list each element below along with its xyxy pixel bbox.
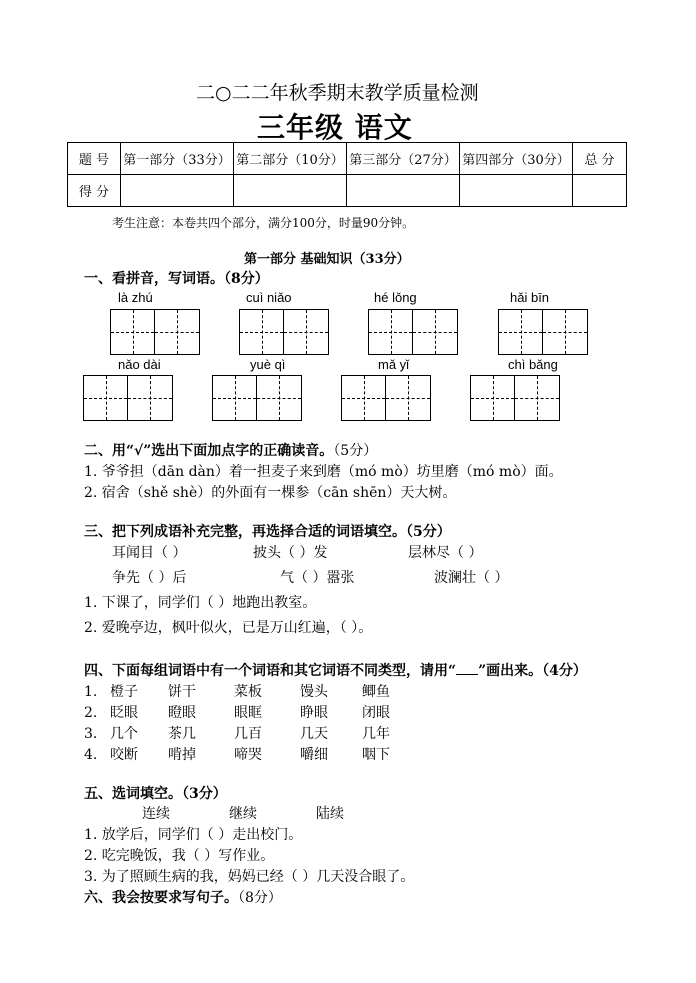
word[interactable]: 嚼细 [300, 747, 328, 763]
q3-title: 三、把下列成语补充完整，再选择合适的词语填空。（5分） [84, 524, 451, 540]
score-table-cell: 第二部分（10分） [234, 143, 347, 175]
writing-grid[interactable] [83, 375, 173, 421]
word[interactable]: 咽下 [362, 747, 390, 763]
word[interactable]: 几百 [234, 726, 262, 742]
q5-title: 五、选词填空。（3分） [84, 786, 227, 802]
pinyin-label: nǎo dài [118, 357, 161, 372]
idiom-item: 耳闻目（ ） [112, 545, 187, 561]
writing-grid[interactable] [368, 309, 458, 355]
q6-title-text: 六、我会按要求写句子。 [84, 890, 238, 906]
row-number: 2. [84, 705, 98, 721]
word-choice: 继续 [229, 806, 257, 822]
q1-title: 一、看拼音，写词语。（8分） [84, 271, 269, 287]
idiom-item: 层林尽（ ） [408, 545, 483, 561]
q2-line: 1. 爷爷担（dān dàn）着一担麦子来到磨（mó mò）坊里磨（mó mò）面。 [84, 464, 563, 480]
pinyin-label: hé lǒng [374, 290, 417, 305]
idiom-item: 波澜壮（ ） [434, 570, 509, 586]
word-group-row [84, 723, 412, 743]
q3-line: 1. 下课了，同学们（ ）地跑出教室。 [84, 595, 317, 611]
score-table-cell: 总 分 [573, 143, 627, 175]
writing-grid[interactable] [341, 375, 431, 421]
word[interactable]: 几天 [300, 726, 328, 742]
word[interactable]: 几个 [110, 726, 138, 742]
idiom-item: 争先（ ）后 [112, 570, 187, 586]
score-table [67, 142, 627, 207]
word[interactable]: 咬断 [110, 747, 138, 763]
writing-grid[interactable] [498, 309, 588, 355]
writing-grid[interactable] [110, 309, 200, 355]
q6-title [84, 887, 282, 907]
word[interactable]: 饼干 [168, 684, 196, 700]
row-number: 1. [84, 684, 98, 700]
score-input-cell[interactable] [573, 175, 627, 207]
q4-title [84, 660, 587, 680]
q2-score: （5分） [333, 443, 378, 459]
word[interactable]: 眨眼 [110, 705, 138, 721]
underline-mark [456, 662, 478, 675]
idiom-item: 气（ ）嚣张 [280, 570, 355, 586]
score-input-cell[interactable] [347, 175, 460, 207]
word[interactable]: 闭眼 [362, 705, 390, 721]
q4-title-text: 四、下面每组词语中有一个词语和其它词语不同类型，请用“ [84, 663, 457, 679]
word[interactable]: 啼哭 [234, 747, 262, 763]
q5-line: 2. 吃完晚饭，我（ ）写作业。 [84, 848, 275, 864]
word-choice: 陆续 [316, 806, 344, 822]
word-group-row [84, 744, 412, 764]
word[interactable]: 瞪眼 [168, 705, 196, 721]
score-table-cell: 题 号 [68, 143, 121, 175]
score-input-cell[interactable] [460, 175, 573, 207]
word[interactable]: 啃掉 [168, 747, 196, 763]
pinyin-label: cuì niǎo [246, 290, 292, 305]
pinyin-label: yuè qì [250, 357, 286, 372]
word-group-row [84, 681, 412, 701]
score-input-cell[interactable] [234, 175, 347, 207]
exam-title: 二○二二年秋季期末教学质量检测 [196, 82, 479, 104]
word[interactable]: 几年 [362, 726, 390, 742]
part1-title: 第一部分 基础知识（33分） [244, 252, 410, 267]
word[interactable]: 睁眼 [300, 705, 328, 721]
writing-grid[interactable] [239, 309, 329, 355]
score-table-score-row [68, 175, 627, 207]
word[interactable]: 茶几 [168, 726, 196, 742]
pinyin-label: chì bǎng [508, 357, 558, 372]
pinyin-label: là zhú [118, 290, 153, 305]
word[interactable]: 橙子 [110, 684, 138, 700]
q2-line: 2. 宿舍（shě shè）的外面有一棵参（cān shēn）天大树。 [84, 485, 457, 501]
q5-line: 3. 为了照顾生病的我，妈妈已经（ ）几天没合眼了。 [84, 869, 415, 885]
q5-line: 1. 放学后，同学们（ ）走出校门。 [84, 827, 303, 843]
word-choice: 连续 [142, 806, 170, 822]
word[interactable]: 眼眶 [234, 705, 262, 721]
pinyin-label: hǎi bīn [510, 290, 550, 305]
q2-title [84, 440, 377, 460]
word[interactable]: 菜板 [234, 684, 262, 700]
q6-score: （8分） [238, 890, 282, 906]
score-table-cell: 第三部分（27分） [347, 143, 460, 175]
row-number: 4. [84, 747, 98, 763]
word-group-row [84, 702, 412, 722]
word[interactable]: 馒头 [300, 684, 328, 700]
writing-grid[interactable] [212, 375, 302, 421]
writing-grid[interactable] [470, 375, 560, 421]
idiom-item: 披头（ ）发 [253, 545, 328, 561]
row-number: 3. [84, 726, 98, 742]
exam-notice: 考生注意：本卷共四个部分，满分100分，时量90分钟。 [112, 216, 415, 230]
score-table-cell: 第四部分（30分） [460, 143, 573, 175]
score-input-cell[interactable] [121, 175, 234, 207]
q2-title-text: 二、用“√”选出下面加点字的正确读音。 [84, 443, 334, 459]
score-table-header-row [68, 143, 627, 175]
exam-subtitle: 三年级 语文 [257, 111, 413, 144]
q4-title-suffix: ”画出来。（4分） [478, 663, 587, 679]
pinyin-label: mǎ yǐ [378, 357, 410, 372]
score-table-cell: 得 分 [68, 175, 121, 207]
score-table-cell: 第一部分（33分） [121, 143, 234, 175]
q3-line: 2. 爱晚亭边，枫叶似火，已是万山红遍，（ ）。 [84, 620, 373, 636]
word[interactable]: 鲫鱼 [362, 684, 390, 700]
